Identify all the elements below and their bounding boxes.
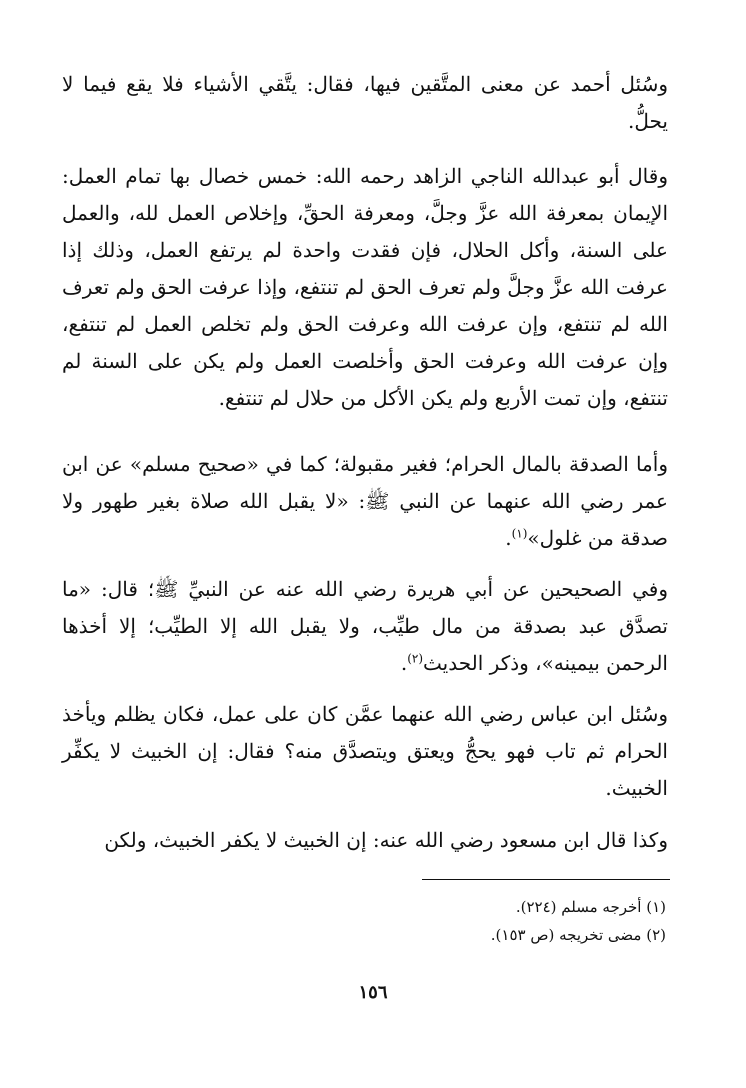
paragraph-text: وقال أبو عبدالله الناجي الزاهد رحمه الله: خمس خصال بها تمام العمل: الإيمان بمعرفة الله عزَّ وجلَّ، ومعرفة الحقِّ، وإخلاص العمل لله، والعمل على السنة، وأكل الحلال، فإن فقدت واحدة لم يرتفع العمل، وذلك إذا عرفت الله عزَّ وجلَّ ولم تعرف الحق لم تنتفع، وإذا عرفت الحق ولم تعرف الله لم تنتفع، وإن عرفت الله وعرفت الحق ولم تخلص العمل لم تنتفع، وإن عرفت الله وعرفت الحق وأخلصت العمل ولم يكن على السنة لم تنتفع، وإن تمت الأربع ولم يكن الأكل من حلال لم تنتفع. bbox=[62, 164, 668, 410]
sentence-end: . bbox=[505, 526, 512, 550]
footnote-1: (١) أخرجه مسلم (٢٢٤). bbox=[515, 898, 666, 916]
paragraph-text: وسُئل ابن عباس رضي الله عنهما عمَّن كان على عمل، فكان يظلم ويأخذ الحرام ثم تاب فهو يحجُّ ويعتق ويتصدَّق منه؟ فقال: إن الخبيث لا يكفِّر الخبيث. bbox=[62, 702, 668, 800]
paragraph-ibn-abbas bbox=[62, 696, 668, 807]
paragraph-five-traits bbox=[62, 158, 668, 417]
footnote-divider bbox=[422, 879, 670, 880]
paragraph-sahihain-hadith bbox=[62, 571, 668, 682]
paragraph-text: وأما الصدقة بالمال الحرام؛ فغير مقبولة؛ كما في «صحيح مسلم» عن ابن عمر رضي الله عنهما عن النبي ﷺ: «لا يقبل الله صلاة بغير طهور ولا صدقة من غلول» bbox=[62, 452, 668, 550]
footnote-ref-2[interactable]: (٢) bbox=[407, 651, 424, 666]
paragraph-text: وكذا قال ابن مسعود رضي الله عنه: إن الخبيث لا يكفر الخبيث، ولكن bbox=[104, 828, 668, 852]
paragraph-text: وفي الصحيحين عن أبي هريرة رضي الله عنه عن النبيِّ ﷺ؛ قال: «ما تصدَّق عبد بصدقة من مال طيِّب، ولا يقبل الله إلا الطيِّب؛ إلا أخذها الرحمن بيمينه»، وذكر الحديث bbox=[62, 577, 668, 675]
paragraph-ahmad-muttaqin bbox=[62, 66, 668, 140]
paragraph-text: وسُئل أحمد عن معنى المتَّقين فيها، فقال: يتَّقي الأشياء فلا يقع فيما لا يحلُّ. bbox=[62, 72, 668, 133]
footnotes bbox=[250, 893, 666, 949]
paragraph-ibn-masud bbox=[62, 822, 668, 859]
sentence-end: . bbox=[400, 651, 408, 675]
paragraph-charity-haram bbox=[62, 446, 668, 557]
footnote-ref-1[interactable]: (١) bbox=[511, 526, 528, 541]
page-number: ١٥٦ bbox=[358, 982, 388, 1003]
footnote-2: (٢) مضى تخريجه (ص ١٥٣). bbox=[490, 926, 666, 944]
